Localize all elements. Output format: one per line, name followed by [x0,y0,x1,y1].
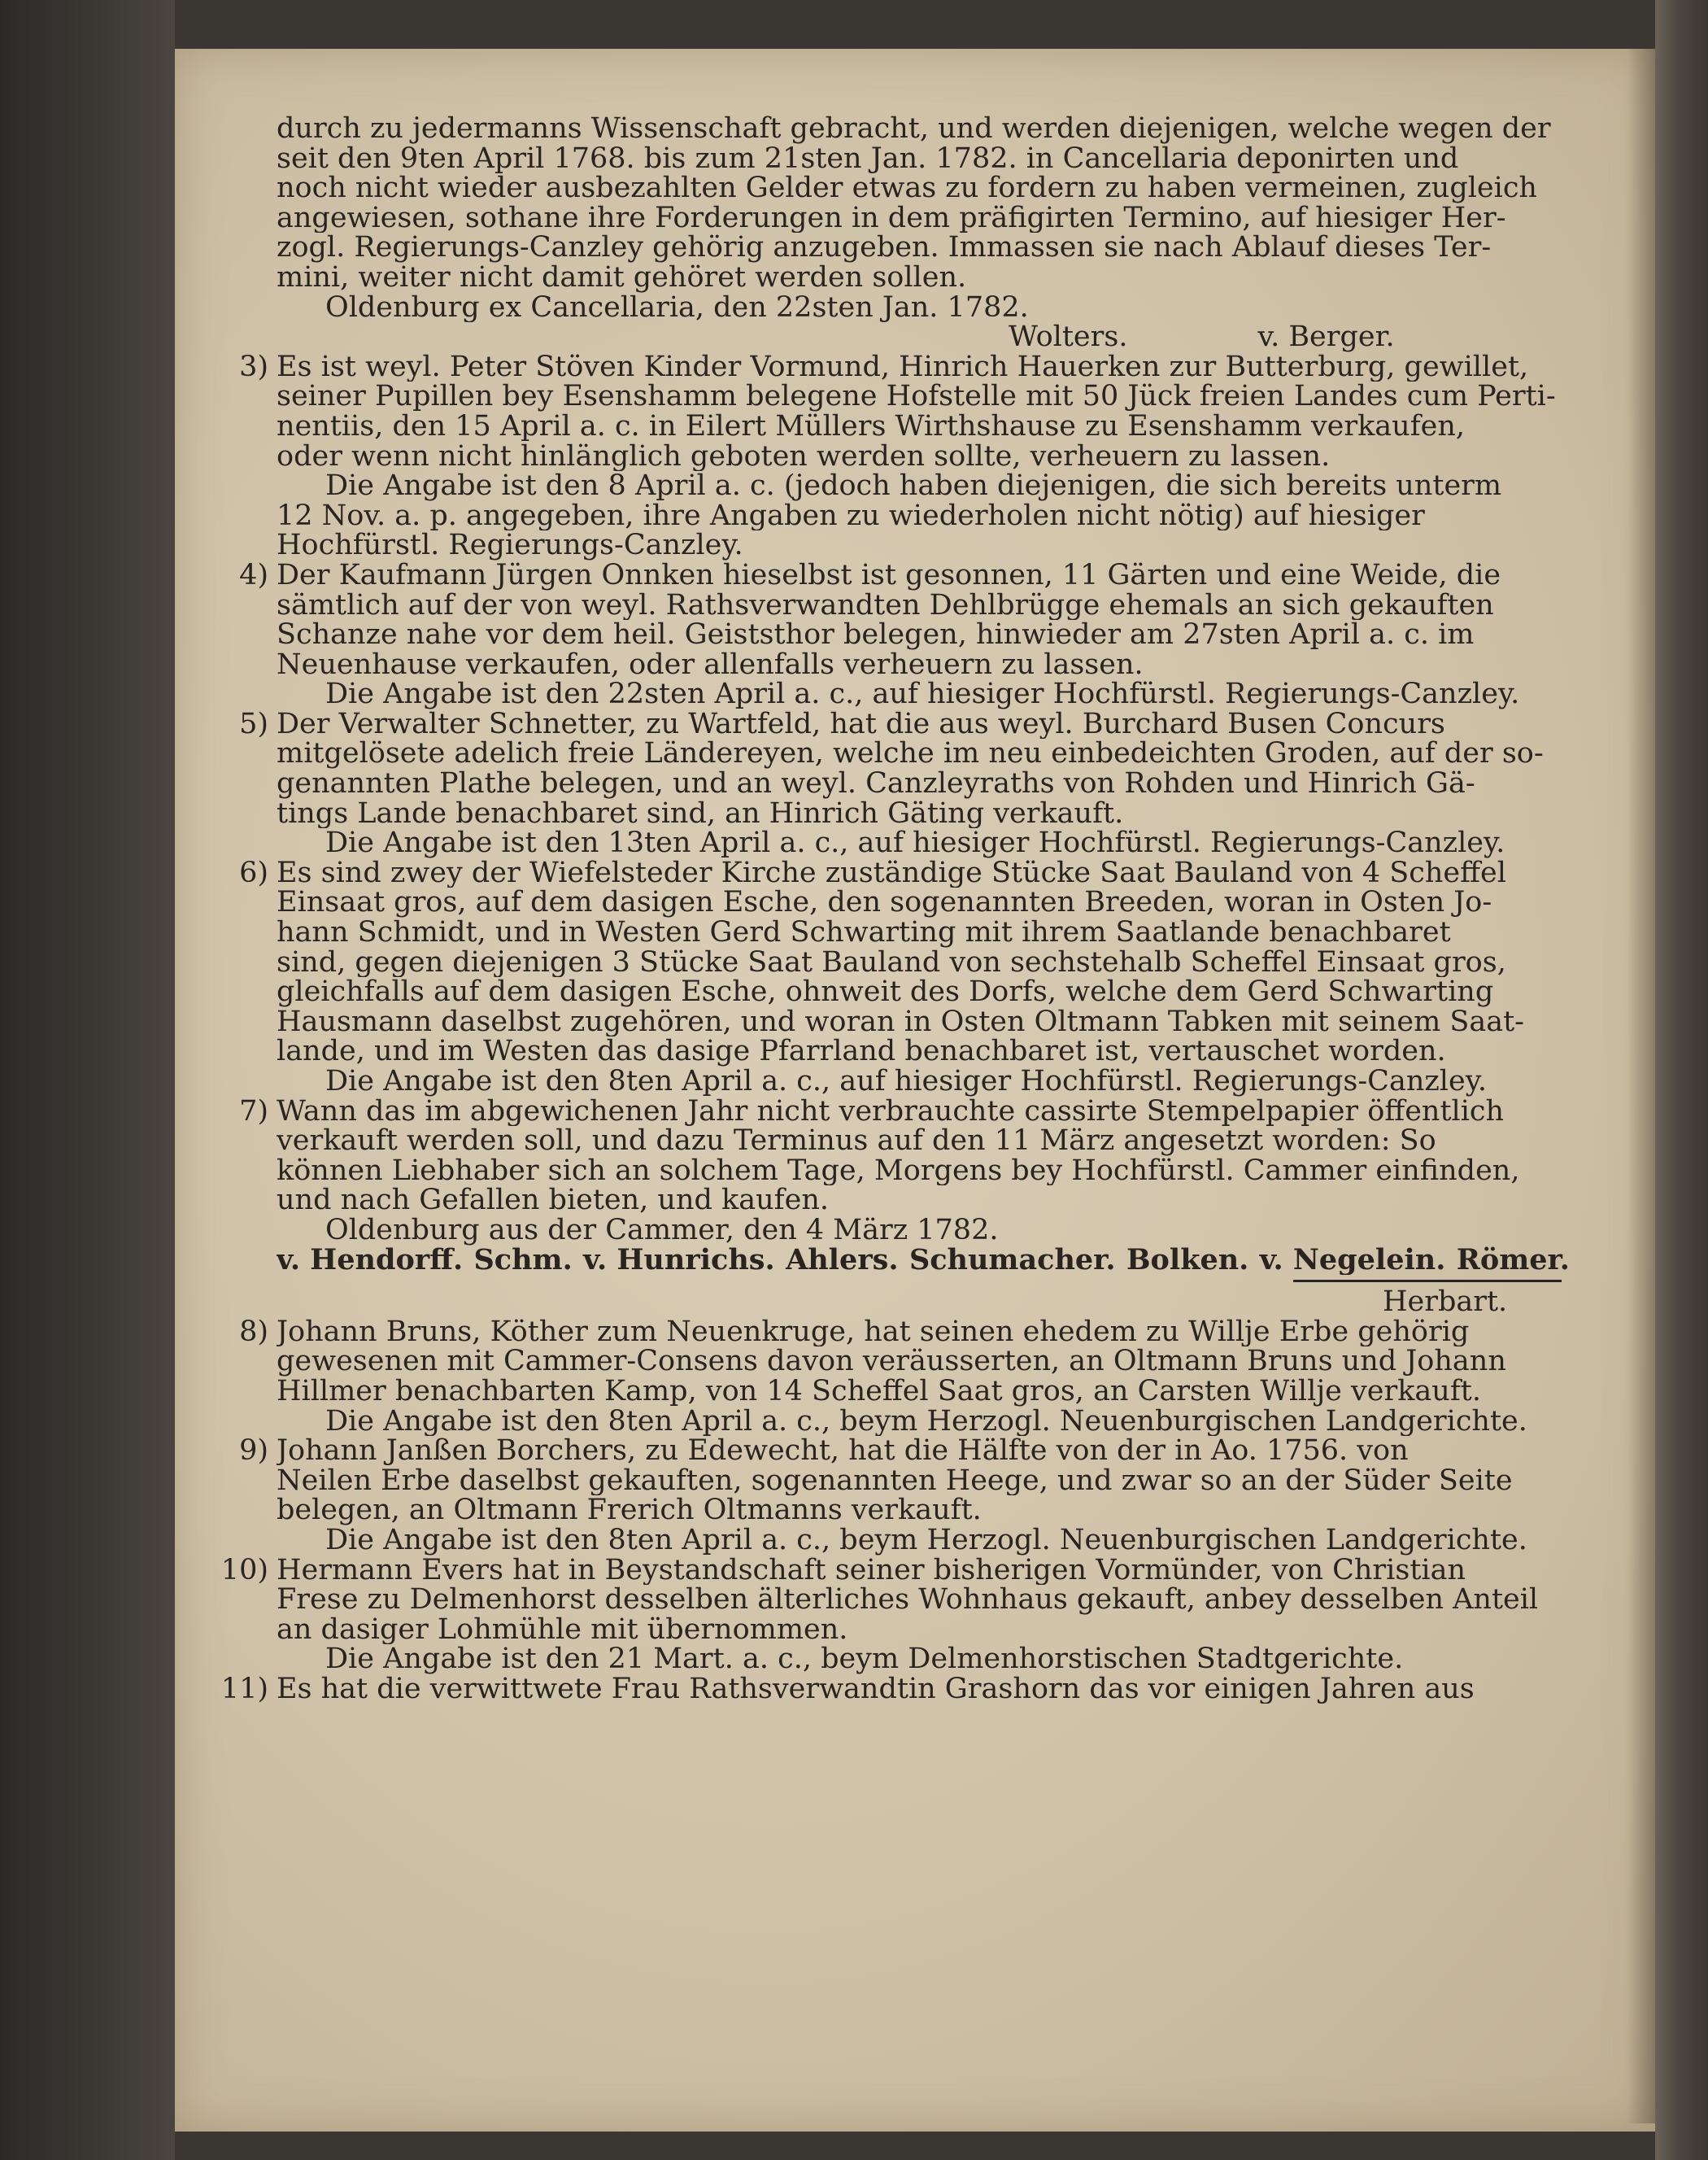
text-line: Schanze nahe vor dem heil. Geiststhor belegen, hinwieder am 27sten April a. c. im [277,620,1475,650]
text-line: genannten Plathe belegen, und an weyl. Canzleyraths von Rohden und Hinrich Gä- [277,769,1475,799]
text-line: Wann das im abgewichenen Jahr nicht verbrauchte cassirte Stempelpapier öffentlich [277,1096,1505,1127]
backdrop-left [0,0,175,2160]
text-line: sind, gegen diejenigen 3 Stücke Saat Bauland von sechstehalb Scheffel Einsaat gros, [277,947,1506,978]
text-line: Hermann Evers hat in Beystandschaft seiner bisherigen Vormünder, von Christian [277,1555,1466,1586]
signatory: v. Hendorff. [277,1245,464,1276]
text-line: Einsaat gros, auf dem dasigen Esche, den sogenannten Breeden, woran in Osten Jo- [277,888,1492,919]
document-text [220,114,1570,1705]
text-line: noch nicht wieder ausbezahlten Gelder etwas zu fordern zu haben vermeinen, zugleich [277,173,1537,203]
text-line: zogl. Regierungs-Canzley gehörig anzugeben. Immassen sie nach Ablauf dieses Ter- [277,233,1492,263]
text-line: Neilen Erbe daselbst gekauften, sogenannten Heege, und zwar so an der Süder Seite [277,1465,1513,1496]
text-line: Der Verwalter Schnetter, zu Wartfeld, hat die aus weyl. Burchard Busen Concurs [277,709,1445,740]
signatory: v. Hunrichs. [583,1245,775,1276]
text-line: verkauft werden soll, und dazu Terminus auf den 11 März angesetzt worden: So [277,1126,1436,1156]
notice-entry-8: 8) Johann Bruns, Köther zum Neuenkruge, hat seinen ehedem zu Willje Erbe gehörig gewesenen mit Cammer-Consens davon veräusserten, an Oltmann Bruns und Johann Hillmer benachbarten Kamp, von 14 Scheffel Saat gros, an Carsten Willje verkauft. Die Angabe ist den 8ten April a. c., beym Herzogl. Neuenburgischen Landgerichte. [277,1317,1570,1436]
text-line: an dasiger Lohmühle mit übernommen. [277,1614,848,1645]
notice-entry-10: 10) Hermann Evers hat in Beystandschaft seiner bisherigen Vormünder, von Christian Frese zu Delmenhorst desselben älterliches Wohnhaus gekauft, anbey desselben Anteil an dasiger Lohmühle mit übernommen. Die Angabe ist den 21 Mart. a. c., beym Delmenhorstischen Stadtgerichte. [277,1556,1570,1674]
signatory: Bolken. [1126,1245,1249,1276]
text-line: durch zu jedermanns Wissenschaft gebracht, und werden diejenigen, welche wegen der [277,114,1551,144]
notice-line: Hochfürstl. Regierungs-Canzley. [277,530,743,561]
dateline: Oldenburg ex Cancellaria, den 22sten Jan. 1782. [325,292,1029,323]
signatory: Schm. [473,1245,573,1276]
text-line: Hausmann daselbst zugehören, und woran in Osten Oltmann Tabken mit seinem Saat- [277,1006,1524,1037]
text-line: gleichfalls auf dem dasigen Esche, ohnweit des Dorfs, welche dem Gerd Schwarting [277,977,1494,1007]
signatory: v. Berger. [1257,322,1395,352]
dateline: Oldenburg aus der Cammer, den 4 März 1782. [325,1215,999,1246]
backdrop-right-page-edge [1655,0,1708,2160]
notice-line: Die Angabe ist den 13ten April a. c., auf hiesiger Hochfürstl. Regierungs-Canzley. [325,828,1505,858]
text-line: Johann Bruns, Köther zum Neuenkruge, hat seinen ehedem zu Willje Erbe gehörig [277,1316,1470,1347]
signatory: Ahlers. [786,1245,899,1276]
notice-entry-11: 11) Es hat die verwittwete Frau Rathsverwandtin Grashorn das vor einigen Jahren aus [220,1672,1475,1705]
text-line: belegen, an Oltmann Frerich Oltmanns verkauft. [277,1495,982,1525]
text-line: hann Schmidt, und in Westen Gerd Schwarting mit ihrem Saatlande benachbaret [277,918,1451,948]
text-line: Es hat die verwittwete Frau Rathsverwandtin Grashorn das vor einigen Jahren aus [277,1673,1475,1704]
notice-line: Die Angabe ist den 21 Mart. a. c., beym Delmenhorstischen Stadtgerichte. [325,1644,1404,1674]
signatory: Herbart. [1383,1287,1508,1317]
text-line: nentiis, den 15 April a. c. in Eilert Müllers Wirthshause zu Esenshamm verkaufen, [277,411,1466,442]
text-line: lande, und im Westen das dasige Pfarrland benachbaret ist, vertauschet worden. [277,1036,1446,1067]
text-line: Johann Janßen Borchers, zu Edewecht, hat die Hälfte von der in Ao. 1756. von [277,1436,1409,1466]
text-line: mini, weiter nicht damit gehöret werden sollen. [277,262,967,293]
text-line: oder wenn nicht hinlänglich geboten werden sollte, verheuern zu lassen. [277,441,1331,472]
notice-entry-5: 5) Der Verwalter Schnetter, zu Wartfeld, hat die aus weyl. Burchard Busen Concurs mitgelösete adelich freie Ländereyen, welche im neu einbedeichten Groden, auf der so- genannten Plathe belegen, und an weyl. Canzleyraths von Rohden und Hinrich Gä- tings Lande benachbaret sind, an Hinrich Gäting verkauft. Die Angabe ist den 13ten April a. c., auf hiesiger Hochfürstl. Regierungs-Canzley. [277,709,1570,858]
horizontal-rule [1293,1280,1562,1282]
notice-line: 12 Nov. a. p. angegeben, ihre Angaben zu wiederholen nicht nötig) auf hiesiger [277,500,1425,531]
notice-entry-3: 3) Es ist weyl. Peter Stöven Kinder Vormund, Hinrich Hauerken zur Butterburg, gewillet, seiner Pupillen bey Esenshamm belegene Hofstelle mit 50 Jück freien Landes cum Perti- nentiis, den 15 April a. c. in Eilert Müllers Wirthshause zu Esenshamm verkaufen, oder wenn nicht hinlänglich geboten werden sollte, verheuern zu lassen. Die Angabe ist den 8 April a. c. (jedoch haben diejenigen, die sich bereits unterm 12 Nov. a. p. angegeben, ihre Angaben zu wiederholen nicht nötig) auf hiesiger Hochfürstl. Regierungs-Canzley. [277,352,1570,561]
text-line: Frese zu Delmenhorst desselben älterliches Wohnhaus gekauft, anbey desselben Anteil [277,1585,1539,1615]
text-line: Es sind zwey der Wiefelsteder Kirche zuständige Stücke Saat Bauland von 4 Scheffel [277,857,1506,888]
notice-line: Die Angabe ist den 8 April a. c. (jedoch haben diejenigen, die sich bereits unterm [325,471,1502,501]
notice-entry-6: 6) Es sind zwey der Wiefelsteder Kirche zuständige Stücke Saat Bauland von 4 Scheffel Einsaat gros, auf dem dasigen Esche, den sogenannten Breeden, woran in Osten Jo- hann Schmidt, und in Westen Gerd Schwarting mit ihrem Saatlande benachbaret sind, gegen diejenigen 3 Stücke Saat Bauland von sechstehalb Scheffel Einsaat gros, gleichfalls auf dem dasigen Esche, ohnweit des Dorfs, welche dem Gerd Schwarting Hausmann daselbst zugehören, und woran in Osten Oltmann Tabken mit seinem Saat- lande, und im Westen das dasige Pfarrland benachbaret ist, vertauschet worden. Die Angabe ist den 8ten April a. c., auf hiesiger Hochfürstl. Regierungs-Canzley. [277,858,1570,1097]
text-line: seit den 9ten April 1768. bis zum 21sten Jan. 1782. in Cancellaria deponirten und [277,143,1459,174]
signatory: Schumacher. [908,1245,1116,1276]
text-line: gewesenen mit Cammer-Consens davon veräusserten, an Oltmann Bruns und Johann [277,1346,1506,1377]
notice-entry-7: 7) Wann das im abgewichenen Jahr nicht verbrauchte cassirte Stempelpapier öffentlich verkauft werden soll, und dazu Terminus auf den 11 März angesetzt worden: So können Liebhaber sich an solchem Tage, Morgens bey Hochfürstl. Cammer einfinden, und nach Gefallen bieten, und kaufen. Oldenburg aus der Cammer, den 4 März 1782. [277,1097,1570,1246]
text-line: sämtlich auf der von weyl. Rathsverwandten Dehlbrügge ehemals an sich gekauften [277,590,1494,621]
signatory: Römer. [1456,1245,1570,1276]
signature-line [277,322,1570,352]
text-line: angewiesen, sothane ihre Forderungen in dem präfigirten Termino, auf hiesiger Her- [277,203,1506,233]
text-line: seiner Pupillen bey Esenshamm belegene Hofstelle mit 50 Jück freien Landes cum Perti- [277,382,1556,412]
text-line: und nach Gefallen bieten, und kaufen. [277,1185,829,1215]
text-line: Neuenhause verkaufen, oder allenfalls verheuern zu lassen. [277,649,1144,680]
opening-paragraph [277,114,1570,293]
text-line: Es ist weyl. Peter Stöven Kinder Vormund, Hinrich Hauerken zur Butterburg, gewillet, [277,351,1529,382]
signatory: Wolters. [1009,322,1128,352]
text-line: tings Lande benachbaret sind, an Hinrich Gäting verkauft. [277,798,1124,829]
notice-entry-9: 9) Johann Janßen Borchers, zu Edewecht, hat die Hälfte von der in Ao. 1756. von Neilen Erbe daselbst gekauften, sogenannten Heege, und zwar so an der Süder Seite belegen, an Oltmann Frerich Oltmanns verkauft. Die Angabe ist den 8ten April a. c., beym Herzogl. Neuenburgischen Landgerichte. [277,1436,1570,1555]
notice-line: Die Angabe ist den 22sten April a. c., auf hiesiger Hochfürstl. Regierungs-Canzley. [325,679,1520,709]
text-line: können Liebhaber sich an solchem Tage, Morgens bey Hochfürstl. Cammer einfinden, [277,1155,1520,1186]
signature-line [277,1246,1570,1276]
signatory: v. Negelein. [1259,1245,1446,1276]
text-line: Der Kaufmann Jürgen Onnken hieselbst ist gesonnen, 11 Gärten und eine Weide, die [277,560,1501,591]
text-line: Hillmer benachbarten Kamp, von 14 Scheffel Saat gros, an Carsten Willje verkauft. [277,1376,1481,1407]
notice-line: Die Angabe ist den 8ten April a. c., beym Herzogl. Neuenburgischen Landgerichte. [325,1406,1527,1437]
text-line: mitgelösete adelich freie Ländereyen, welche im neu einbedeichten Groden, auf der so- [277,739,1544,770]
notice-entry-4: 4) Der Kaufmann Jürgen Onnken hieselbst ist gesonnen, 11 Gärten und eine Weide, die sämtlich auf der von weyl. Rathsverwandten Dehlbrügge ehemals an sich gekauften Schanze nahe vor dem heil. Geiststhor belegen, hinwieder am 27sten April a. c. im Neuenhause verkaufen, oder allenfalls verheuern zu lassen. Die Angabe ist den 22sten April a. c., auf hiesiger Hochfürstl. Regierungs-Canzley. [277,561,1570,709]
notice-line: Die Angabe ist den 8ten April a. c., auf hiesiger Hochfürstl. Regierungs-Canzley. [325,1067,1487,1097]
notice-line: Die Angabe ist den 8ten April a. c., beym Herzogl. Neuenburgischen Landgerichte. [325,1525,1527,1556]
